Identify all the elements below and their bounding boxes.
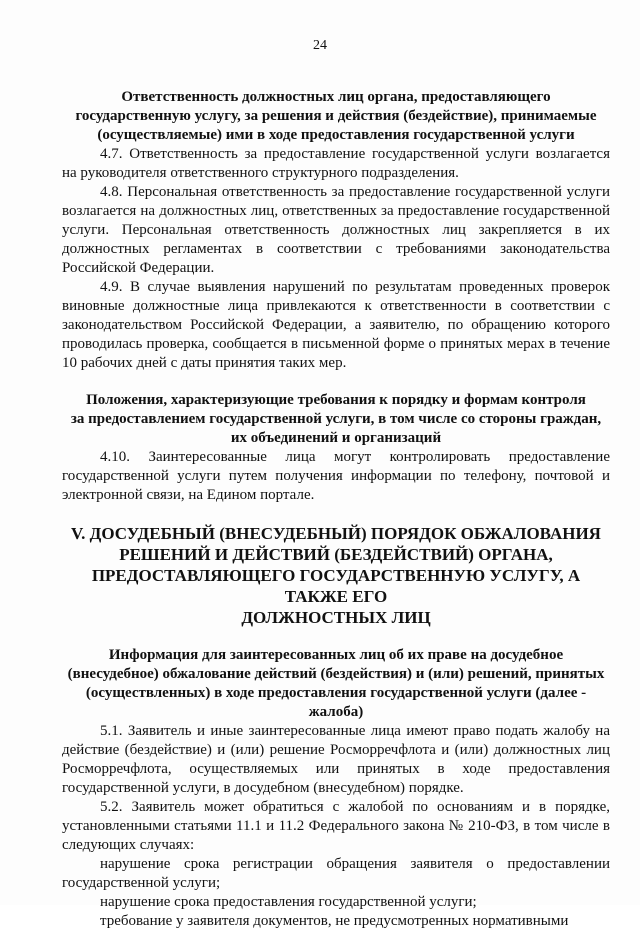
heading-line: за предоставлением государственной услуги, в том числе со стороны граждан, [70,411,602,427]
page-number: 24 [313,38,327,53]
heading-line: Информация для заинтересованных лиц об их праве на досудебное [108,647,564,663]
spacer [62,628,610,646]
case-item: требование у заявителя документов, не предусмотренных нормативными [100,913,569,929]
case-item: нарушение срока предоставления государственной услуги; [100,894,477,910]
chapter-title-line: ПРЕДОСТАВЛЯЮЩЕГО ГОСУДАРСТВЕННУЮ УСЛУГУ, А ТАКЖЕ ЕГО [91,566,581,606]
paragraph-5-2: 5.2. Заявитель может обратиться с жалобой по основаниям и в порядке, установленными статьями 11.1 и 11.2 Федерального закона № 210-ФЗ, в том числе в следующих случаях: [62,799,610,853]
heading-line: Ответственность должностных лиц органа, предоставляющего [121,89,551,105]
paragraph-4-7: 4.7. Ответственность за предоставление государственной услуги возлагается на руководителя ответственного структурного подразделения. [62,146,610,181]
heading-line: их объединений и организаций [230,430,442,446]
page-content [62,88,610,931]
heading-line: (осуществляемые) ими в ходе предоставления государственной услуги [97,127,575,143]
paragraph-4-9: 4.9. В случае выявления нарушений по результатам проведенных проверок виновные должностные лица привлекаются к ответственности в соответствии с законодательством Российской Федерации, а заявителю, по обращению которого проводилась проверка, сообщается в письменной форме о принятых мерах в течение 10 рабочих дней с даты принятия таких мер. [62,279,610,371]
chapter-title-line: ДОЛЖНОСТНЫХ ЛИЦ [241,608,431,627]
chapter-title-line: РЕШЕНИЙ И ДЕЙСТВИЙ (БЕЗДЕЙСТВИЙ) ОРГАНА, [119,545,553,564]
chapter-title-line: V. ДОСУДЕБНЫЙ (ВНЕСУДЕБНЫЙ) ПОРЯДОК ОБЖАЛОВАНИЯ [71,524,601,543]
heading-info [62,646,610,722]
spacer [62,373,610,391]
spacer [62,505,610,523]
paragraph-5-1: 5.1. Заявитель и иные заинтересованные лица имеют право подать жалобу на действие (бездействие) и (или) решение Росморречфлота и (или) должностных лиц Росморречфлота, осуществляемых или принятых в ходе предоставления государственной услуги, в досудебном (внесудебном) порядке. [62,723,610,796]
heading-control [62,391,610,448]
heading-line: (осуществленных) в ходе предоставления государственной услуги (далее - [85,685,587,701]
paragraph-4-10: 4.10. Заинтересованные лица могут контролировать предоставление государственной услуги путем получения информации по телефону, почтовой и электронной связи, на Едином портале. [62,449,610,503]
case-item: нарушение срока регистрации обращения заявителя о предоставлении государственной услуги; [62,856,610,891]
heading-line: Положения, характеризующие требования к порядку и формам контроля [86,392,586,408]
heading-line: государственную услугу, за решения и действия (бездействие), принимаемые [75,108,597,124]
chapter-5-title [62,523,610,628]
paragraph-4-8: 4.8. Персональная ответственность за предоставление государственной услуги возлагается на должностных лиц, ответственных за предоставление государственной услуги. Персональная ответственность должностных лиц закрепляется в их должностных регламентах в соответствии с требованиями законодательства Российской Федерации. [62,184,610,276]
heading-line: (внесудебное) обжалование действий (бездействия) и (или) решений, принятых [67,666,605,682]
heading-responsibility [62,88,610,145]
heading-line: жалоба) [308,704,364,720]
